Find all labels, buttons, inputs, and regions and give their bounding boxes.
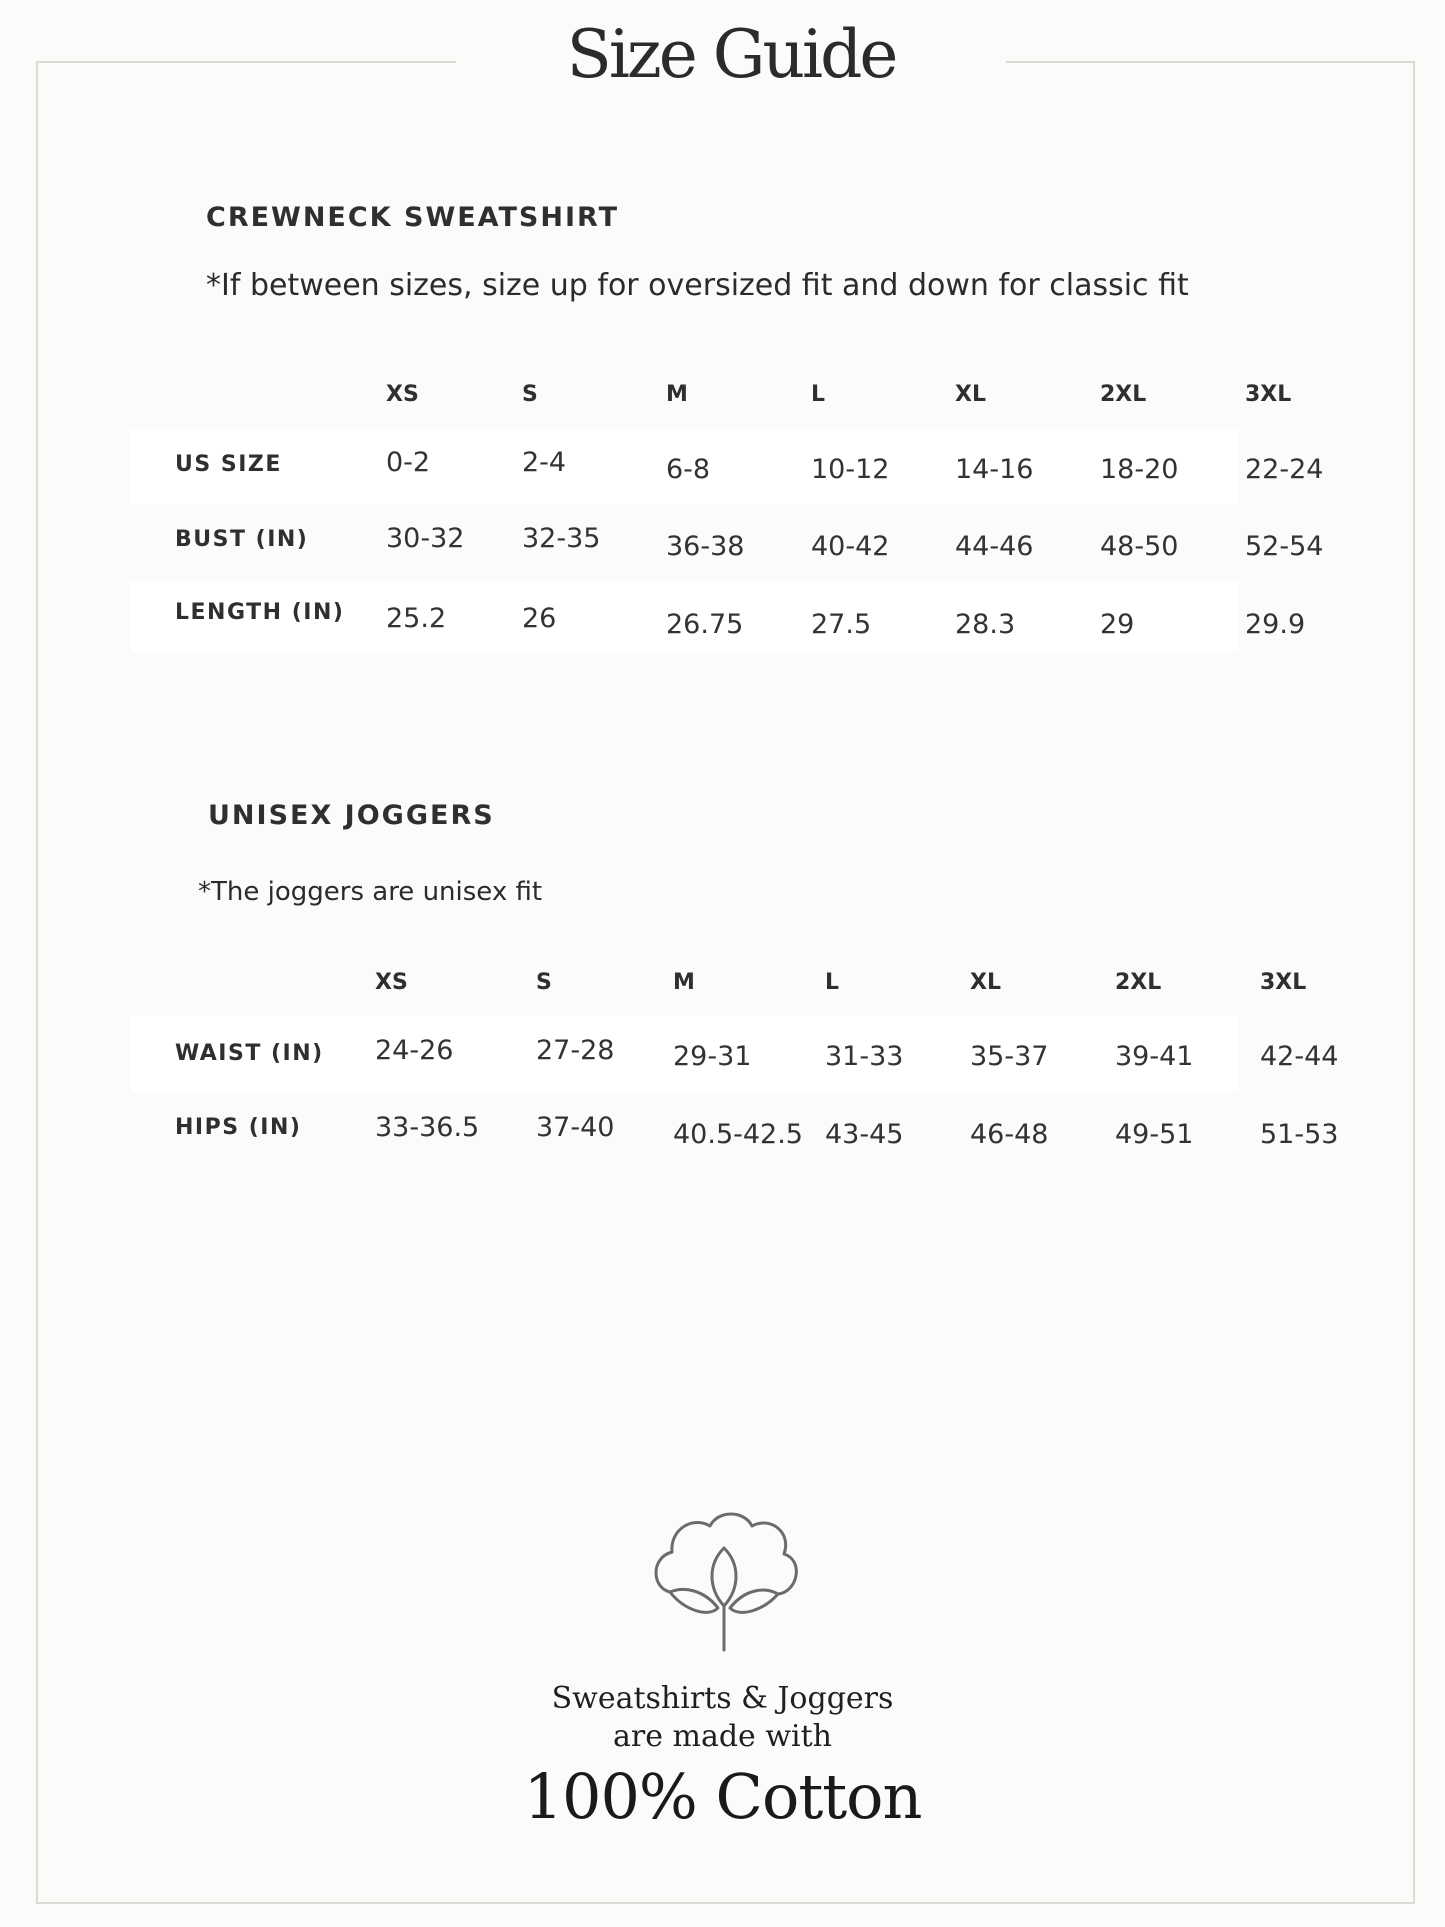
table-cell: 48-50 — [1100, 531, 1179, 562]
table-cell: 43-45 — [825, 1119, 904, 1150]
footer-line-2: are made with — [613, 1719, 832, 1754]
table-cell: 10-12 — [811, 454, 890, 485]
table-cell: 32-35 — [522, 523, 601, 554]
title-container — [456, 0, 1006, 110]
table-cell: 33-36.5 — [375, 1112, 480, 1143]
joggers-size-header: 3XL — [1260, 970, 1307, 995]
footer-line-1: Sweatshirts & Joggers — [551, 1681, 894, 1716]
crewneck-size-header: L — [811, 382, 826, 407]
row-label-length: LENGTH (IN) — [175, 600, 345, 625]
joggers-heading: UNISEX JOGGERS — [208, 800, 495, 831]
table-cell: 49-51 — [1115, 1119, 1194, 1150]
crewneck-note: *If between sizes, size up for oversized fit and down for classic fit — [206, 268, 1189, 303]
joggers-size-header: XS — [375, 970, 408, 995]
table-cell: 29 — [1100, 609, 1135, 640]
table-cell: 25.2 — [386, 603, 447, 634]
page-title: Size Guide — [566, 16, 896, 93]
crewneck-size-header: S — [522, 382, 538, 407]
table-cell: 2-4 — [522, 447, 567, 478]
joggers-size-header: 2XL — [1115, 970, 1162, 995]
joggers-note: *The joggers are unisex fit — [198, 877, 543, 907]
row-label-hips: HIPS (IN) — [175, 1115, 302, 1140]
crewneck-size-header: M — [666, 382, 688, 407]
table-cell: 14-16 — [955, 454, 1034, 485]
table-cell: 46-48 — [970, 1119, 1049, 1150]
table-cell: 6-8 — [666, 454, 711, 485]
table-cell: 27-28 — [536, 1035, 615, 1066]
table-cell: 35-37 — [970, 1041, 1049, 1072]
crewneck-size-header: XS — [386, 382, 419, 407]
table-cell: 27.5 — [811, 609, 872, 640]
table-cell: 44-46 — [955, 531, 1034, 562]
row-label-waist: WAIST (IN) — [175, 1041, 324, 1066]
table-cell: 42-44 — [1260, 1041, 1339, 1072]
table-cell: 28.3 — [955, 609, 1016, 640]
footer-headline: 100% Cotton — [523, 1760, 922, 1833]
joggers-size-header: M — [673, 970, 695, 995]
table-cell: 22-24 — [1245, 454, 1324, 485]
cotton-flower-icon — [648, 1508, 800, 1658]
row-label-us-size: US SIZE — [175, 452, 282, 477]
crewneck-size-header: XL — [955, 382, 986, 407]
table-cell: 29.9 — [1245, 609, 1306, 640]
table-cell: 40-42 — [811, 531, 890, 562]
crewneck-heading: CREWNECK SWEATSHIRT — [206, 202, 619, 233]
joggers-size-header: L — [825, 970, 840, 995]
table-cell: 26 — [522, 603, 557, 634]
table-cell: 31-33 — [825, 1041, 904, 1072]
table-cell: 29-31 — [673, 1041, 752, 1072]
table-cell: 30-32 — [386, 523, 465, 554]
table-cell: 36-38 — [666, 531, 745, 562]
crewneck-size-header: 2XL — [1100, 382, 1147, 407]
table-cell: 39-41 — [1115, 1041, 1194, 1072]
table-cell: 24-26 — [375, 1035, 454, 1066]
table-cell: 40.5-42.5 — [673, 1119, 803, 1150]
table-cell: 18-20 — [1100, 454, 1179, 485]
table-cell: 26.75 — [666, 609, 744, 640]
table-cell: 37-40 — [536, 1112, 615, 1143]
joggers-size-header: S — [536, 970, 552, 995]
joggers-size-header: XL — [970, 970, 1001, 995]
table-cell: 51-53 — [1260, 1119, 1339, 1150]
table-cell: 52-54 — [1245, 531, 1324, 562]
crewneck-size-header: 3XL — [1245, 382, 1292, 407]
table-cell: 0-2 — [386, 447, 431, 478]
row-label-bust: BUST (IN) — [175, 527, 309, 552]
